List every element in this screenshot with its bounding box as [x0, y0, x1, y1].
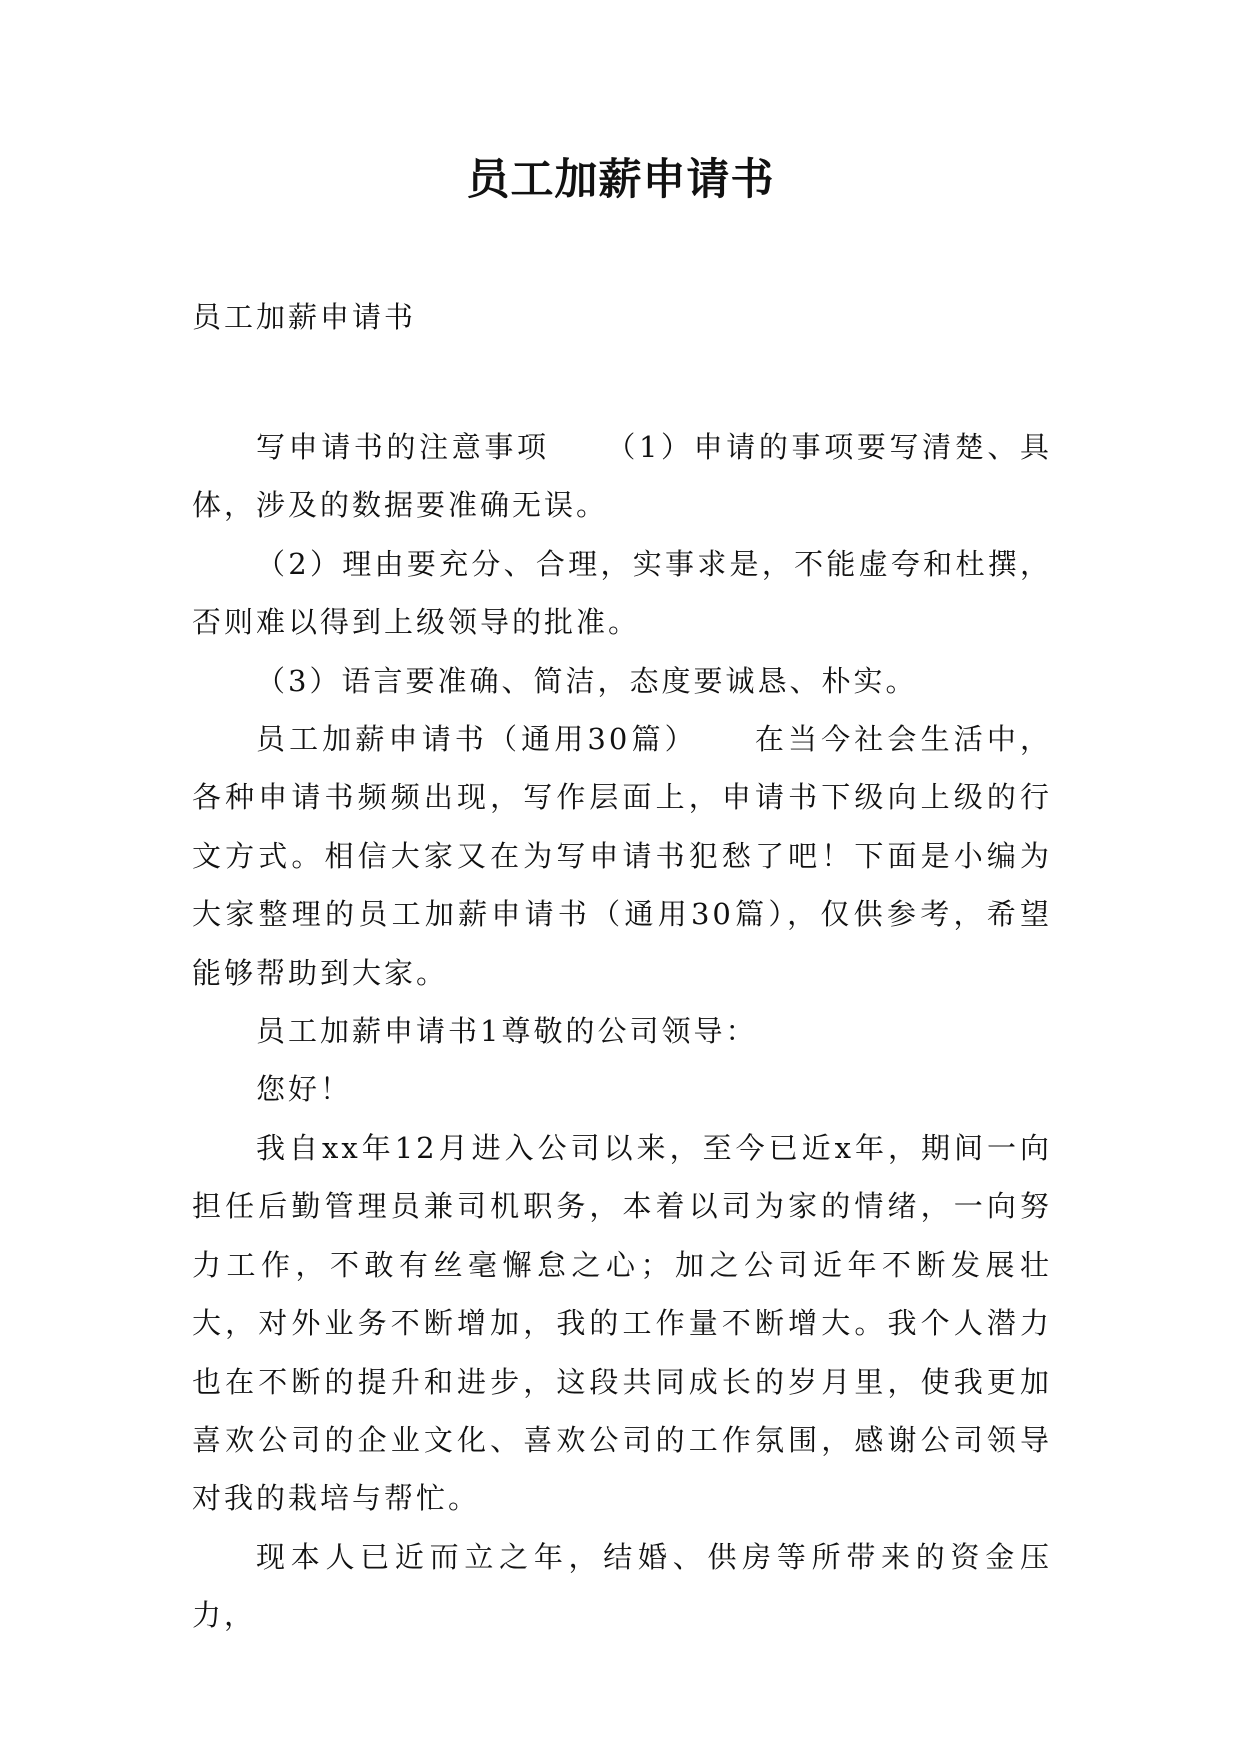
document-title: 员工加薪申请书 [466, 155, 775, 205]
paragraph-notes-1 [192, 418, 1052, 535]
paragraph-notes-2 [192, 535, 1052, 652]
document-body [192, 288, 1052, 1645]
document-subtitle: 员工加薪申请书 [192, 300, 417, 334]
paragraph-segment: （2）理由要充分、合理，实事求是，不能虚夸和杜撰，否则难以得到上级领导的批准。 [192, 546, 1052, 640]
paragraph-body-1 [192, 1119, 1052, 1528]
paragraph-greeting [192, 1060, 1052, 1118]
paragraph-notes-3 [192, 652, 1052, 710]
paragraph-intro [192, 710, 1052, 1002]
paragraph-segment: 我自xx年12月进入公司以来，至今已近x年，期间一向担任后勤管理员兼司机职务，本着以司为家的情绪，一向努力工作，不敢有丝毫懈怠之心；加之公司近年不断发展壮大，对外业务不断增加，我的工作量不断增大。我个人潜力也在不断的提升和进步，这段共同成长的岁月里，使我更加喜欢公司的企业文化、喜欢公司的工作氛围，感谢公司领导对我的栽培与帮忙。 [192, 1130, 1052, 1516]
paragraph-segment: 写申请书的注意事项 [256, 430, 550, 464]
paragraph-segment: 员工加薪申请书（通用30篇） [256, 722, 698, 757]
paragraph-segment: 员工加薪申请书1尊敬的公司领导： [256, 1014, 758, 1049]
paragraph-segment: 现本人已近而立之年，结婚、供房等所带来的资金压力， [192, 1539, 1052, 1633]
paragraph-segment: （1）申请的事项要写清楚、具体，涉及的数据要准确无误。 [192, 430, 1052, 523]
paragraph-segment: 您好！ [256, 1072, 353, 1107]
paragraph-segment: （3）语言要准确、简洁，态度要诚恳、朴实。 [256, 663, 918, 698]
paragraph-segment: 在当今社会生活中，各种申请书频频出现，写作层面上，申请书下级向上级的行文方式。相信大家又在为写申请书犯愁了吧！下面是小编为大家整理的员工加薪申请书（通用30篇），仅供参考，希望能够帮助到大家。 [192, 722, 1052, 990]
paragraph-salutation [192, 1002, 1052, 1060]
paragraph-body-2 [192, 1528, 1052, 1645]
